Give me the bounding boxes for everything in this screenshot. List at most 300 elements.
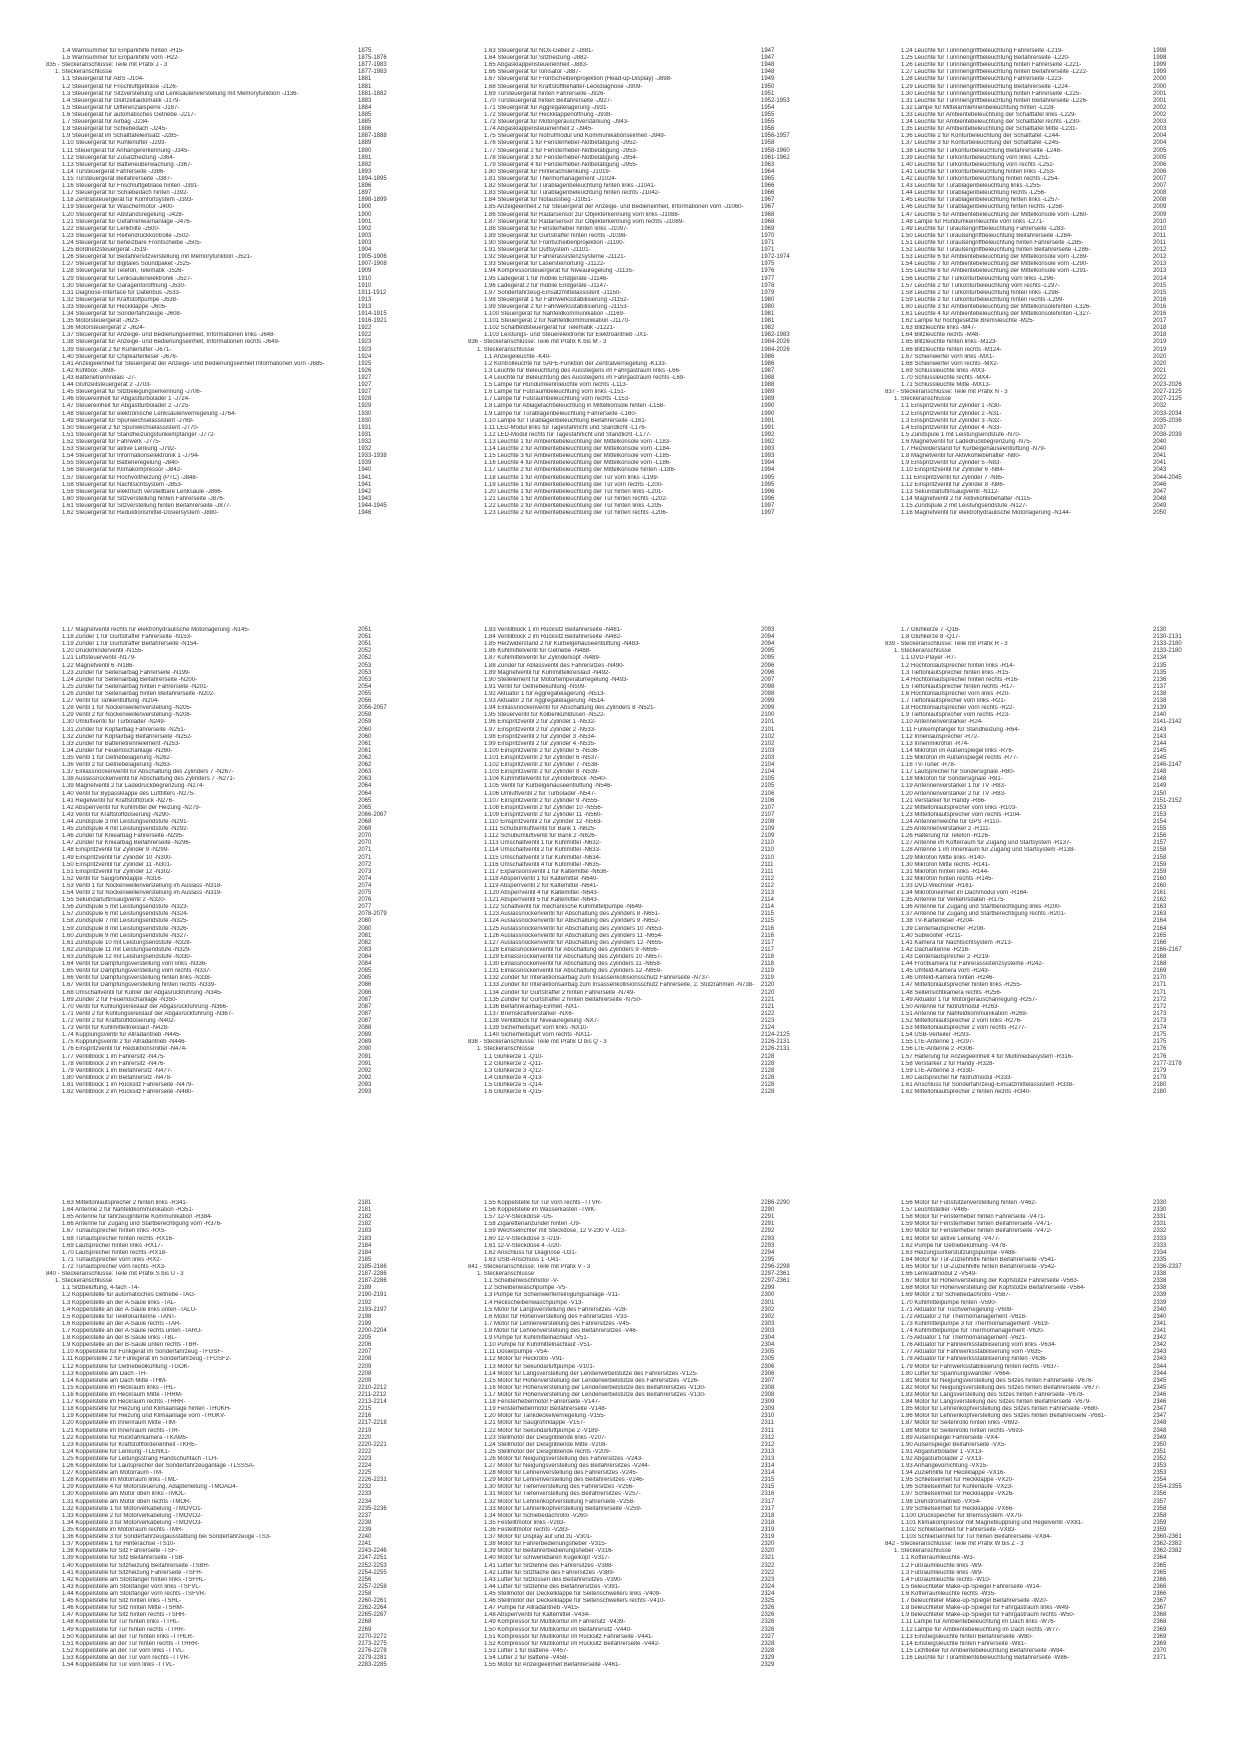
index-entry-row xyxy=(46,648,456,655)
entry-page-range: 2319 xyxy=(761,1527,775,1534)
entry-page-range: 2056-2057 xyxy=(358,705,387,712)
entry-page-range: 2153 xyxy=(1153,811,1167,818)
entry-title: 1.5 Motor für Längsverstellung des Fahrersitzes -V28- xyxy=(484,1306,628,1313)
entry-page-range: 2040 xyxy=(1153,446,1167,453)
index-entry-row xyxy=(885,1046,1205,1053)
entry-title: 1.49 Steuergerät für Spurwechselassistent -J769- xyxy=(62,417,194,424)
index-entry-row xyxy=(885,1292,1205,1299)
entry-title: 1.67 Scheinwerfer vorn links -MX1- xyxy=(901,353,995,360)
entry-title: 1.101 Einspritzventil 2 für Zylinder 6 -N537- xyxy=(484,754,600,761)
entry-page-range: 2111 xyxy=(761,868,774,875)
entry-page-range: 2187-2286 xyxy=(358,1278,387,1285)
entry-title: 1.6 Kofferraumleuchte rechts -W35- xyxy=(901,1591,996,1598)
entry-page-range: 2114 xyxy=(761,897,774,904)
index-entry-row xyxy=(46,475,456,482)
entry-title: 1.48 Lampe für Rundumkennleuchte vorn links -L271- xyxy=(901,218,1045,225)
entry-title: 1.30 Motor für Tiefenverstellung des Fahrersitzes -V256- xyxy=(484,1484,635,1491)
index-entry-row xyxy=(468,1591,878,1598)
entry-title: 1.53 Leuchte 6 für Ambientebeleuchtung der Mittelkonsole vorn -L289- xyxy=(901,254,1089,261)
index-entry-row xyxy=(468,791,878,798)
entry-title: 1.95 Ladegerät 1 für mobile Endgeräte -J1146- xyxy=(484,275,609,282)
entry-title: 1.39 Koppelstelle für Sitz Beifahrerseite -TSB- xyxy=(62,1555,185,1562)
entry-page-range: 2027-2125 xyxy=(1153,396,1182,403)
index-entry-row xyxy=(46,997,456,1004)
entry-page-range: 2172 xyxy=(1153,996,1167,1003)
entry-page-range: 2301 xyxy=(761,1299,775,1306)
index-entry-row xyxy=(468,112,878,119)
entry-page-range: 2237 xyxy=(358,1512,372,1519)
entry-page-range: 2056 xyxy=(358,698,372,705)
index-entry-row xyxy=(46,847,456,854)
index-entry-row xyxy=(46,325,456,332)
entry-page-range: 1990 xyxy=(761,410,775,417)
entry-title: 1.42 Absperrventil für Kühlmittel der Heizung -N279- xyxy=(62,804,201,811)
entry-page-range: 2104 xyxy=(761,762,775,769)
entry-title: 1.45 Stellmotor der Deckelklappe für Seitenschwellers links -V409- xyxy=(484,1591,662,1598)
index-entry-row xyxy=(46,1577,456,1584)
index-entry-row xyxy=(46,1420,456,1427)
index-entry-row xyxy=(468,911,878,918)
entry-title: 1.44 Koppelstelle am Stoßfänger vorn rechts -TSFVR- xyxy=(62,1591,207,1598)
entry-title: 1.70 Lautsprecher hinten rechts -RX18- xyxy=(62,1249,168,1256)
entry-title: 1.61 Zündspule 10 mit Leistungsendstufe -N328- xyxy=(62,939,192,946)
entry-title: 1.139 Sicherheitsgurt vorn links -NX10- xyxy=(484,1025,589,1032)
index-entry-row xyxy=(468,926,878,933)
entry-title: 1.34 Zünder für Feuerlöschanlage -N260- xyxy=(62,747,173,754)
index-entry-row xyxy=(468,396,878,403)
entry-page-range: 2066-2067 xyxy=(358,811,387,818)
entry-title: 1.91 Abgasturbolader 1 -VX13- xyxy=(901,1448,984,1455)
entry-title: 1.9 Steuergerät im Schalttafeleinsatz -J285- xyxy=(62,133,179,140)
entry-page-range: 2175 xyxy=(1153,1039,1167,1046)
entry-page-range: 2369 xyxy=(1153,1633,1167,1640)
entry-title: 1.25 Koppelstelle für Leitungsstrang Handschuhfach -TLH- xyxy=(62,1455,219,1462)
index-entry-row xyxy=(468,1420,878,1427)
entry-title: 1.2 Scheibenwaschpumpe -V5- xyxy=(484,1285,568,1292)
entry-page-range: 2333 xyxy=(1153,1242,1167,1249)
index-entry-row xyxy=(468,776,878,783)
entry-page-range: 2262-2264 xyxy=(358,1605,387,1612)
entry-title: 1.3 Leuchte für Beleuchtung des Aussteigens im Fahrgastraum links -L66- xyxy=(484,367,681,374)
entry-title: 1.13 Innenmikrofon -R74- xyxy=(901,740,970,747)
entry-page-range: 2268 xyxy=(358,1619,372,1626)
index-entry-row xyxy=(885,1563,1205,1570)
entry-title: 1.4 Koppelstelle an der A-Säule links unten -TALU- xyxy=(62,1306,197,1313)
index-entry-row xyxy=(468,140,878,147)
index-entry-row xyxy=(468,1314,878,1321)
entry-title: 1.76 Aktuator für Fahrwerksstabilisierung vorn links -V634- xyxy=(901,1342,1057,1349)
entry-title: 1.5 Lampe für Rundumkennleuchte vorn rechts -L113- xyxy=(484,382,628,389)
entry-page-range: 2343 xyxy=(1153,1349,1167,1356)
entry-page-range: 1982-1983 xyxy=(761,332,790,339)
index-entry-row xyxy=(46,226,456,233)
index-entry-row xyxy=(885,904,1205,911)
entry-page-range: 2062 xyxy=(358,754,372,761)
entry-page-range: 2082 xyxy=(358,939,372,946)
entry-page-range: 2209 xyxy=(358,1363,372,1370)
index-entry-row xyxy=(885,769,1205,776)
entry-page-range: 2345 xyxy=(1153,1377,1167,1384)
index-entry-row xyxy=(468,1491,878,1498)
entry-title: 1.18 Mikrofon für Sondersignale -R81- xyxy=(901,776,1003,783)
index-entry-row xyxy=(468,204,878,211)
entry-page-range: 2200-2204 xyxy=(358,1327,387,1334)
entry-title: 1.26 Zünder für Seitenairbag hinten Beifahrerseite -N202- xyxy=(62,690,216,697)
entry-title: 1.40 Motor für schwenkbaren Kugelkopf -V317- xyxy=(484,1555,610,1562)
entry-page-range: 2137 xyxy=(1153,683,1167,690)
index-entry-row xyxy=(885,1392,1205,1399)
entry-page-range: 2305 xyxy=(761,1349,775,1356)
entry-title: 1.95 Steuerventil für Kolbenkühldüsen -N522- xyxy=(484,712,606,719)
entry-page-range: 2138 xyxy=(1153,698,1167,705)
entry-title: 1.37 Koppelstelle 1 für Hinterachse -TS10- xyxy=(62,1541,176,1548)
entry-title: 1.40 Subwoofer -R211- xyxy=(901,932,963,939)
index-entry-row xyxy=(885,1300,1205,1307)
entry-page-range: 2192 xyxy=(358,1299,372,1306)
entry-title: 1.59 Steuergerät für elektrisch verstellbare Lenksäule -J866- xyxy=(62,488,223,495)
index-entry-row xyxy=(468,1648,878,1655)
entry-page-range: 1884 xyxy=(358,104,372,111)
index-entry-row xyxy=(468,432,878,439)
index-entry-row xyxy=(46,1314,456,1321)
entry-title: 1.45 Koppelstelle für Sitz hinten links -TSHL- xyxy=(62,1598,182,1605)
entry-page-range: 2314 xyxy=(761,1470,775,1477)
entry-title: 1.45 Leuchte für Türablagenbeleuchtung hinten links -L257- xyxy=(901,197,1060,204)
entry-page-range: 2046 xyxy=(1153,481,1167,488)
entry-title: 1.8 beleuchteter Make-up-Spiegel für Fahrgastraum links -W49- xyxy=(901,1605,1071,1612)
entry-page-range: 2366 xyxy=(1153,1591,1167,1598)
index-entry-row xyxy=(885,1428,1205,1435)
entry-page-range: 2318 xyxy=(761,1512,775,1519)
entry-page-range: 2232 xyxy=(358,1484,372,1491)
entry-page-range: 2120 xyxy=(761,982,775,989)
entry-title: 1.71 Steuergerät für Aggregatelagerung -J931- xyxy=(484,104,609,111)
entry-page-range: 2302 xyxy=(761,1306,775,1313)
entry-page-range: 2060 xyxy=(358,726,372,733)
index-entry-row xyxy=(46,1399,456,1406)
entry-page-range: 2311 xyxy=(761,1427,774,1434)
index-entry-row xyxy=(46,1356,456,1363)
entry-title: 1.21 Motor für Saugrohrklappe -V157- xyxy=(484,1420,586,1427)
index-entry-row xyxy=(46,76,456,83)
entry-title: 1.58 Leuchte 2 für Türkonturbeleuchtung hinten links -L298- xyxy=(901,289,1060,296)
entry-title: 1.95 Schließeinheit für Heckklappe -VX20- xyxy=(901,1477,1015,1484)
entry-title: 1.17 Magnetventil rechts für elektrohydraulische Motorlagerung -N145- xyxy=(62,627,250,633)
index-entry-row xyxy=(885,1075,1205,1082)
entry-page-range: 2365 xyxy=(1153,1562,1167,1569)
entry-title: 1.63 USB-Anschluss 1 -U41- xyxy=(484,1256,561,1263)
index-entry-row xyxy=(468,705,878,712)
index-entry-row xyxy=(468,769,878,776)
entry-title: 1.16 Koppelstelle im Heckraum Mitte -THRM- xyxy=(62,1391,183,1398)
index-entry-row xyxy=(885,361,1205,368)
index-entry-row xyxy=(46,418,456,425)
index-entry-row xyxy=(885,1257,1205,1264)
index-entry-row xyxy=(468,1207,878,1214)
index-entry-row xyxy=(46,1634,456,1641)
entry-page-range: 2040 xyxy=(1153,439,1167,446)
entry-title: 1.37 Motor für Display auf und zu -V301- xyxy=(484,1534,593,1541)
entry-title: 1.60 12-V-Steckdose 3 -U19- xyxy=(484,1235,562,1242)
entry-page-range: 2276-2278 xyxy=(358,1647,387,1654)
subsection-heading-row xyxy=(46,69,456,76)
entry-title: 1.17 Lautsprecher für Sondersignale -R80- xyxy=(901,769,1015,776)
entry-page-range: 1980 xyxy=(761,296,775,303)
entry-title: 1.44 Lüfter für Sitzlehne des Beifahrersitzes -V391- xyxy=(484,1583,621,1590)
entry-page-range: 2293 xyxy=(761,1242,775,1249)
entry-page-range: 2073 xyxy=(358,868,372,875)
entry-page-range: 2126-2131 xyxy=(761,1039,790,1046)
index-entry-row xyxy=(885,133,1205,140)
entry-page-range: 2119 xyxy=(761,968,774,975)
entry-page-range: 1931 xyxy=(358,431,372,438)
index-entry-row xyxy=(468,954,878,961)
index-entry-row xyxy=(468,1228,878,1235)
entry-title: 1.138 Ventilblock für Niveauregelung -NX7- xyxy=(484,1018,600,1025)
index-entry-row xyxy=(46,869,456,876)
entry-title: 1.81 Motor für Neigungsverstellung des Sitzes hinten Fahrerseite -V676- xyxy=(901,1377,1094,1384)
entry-page-range: 1992 xyxy=(761,431,775,438)
entry-page-range: 2143 xyxy=(1153,733,1167,740)
entry-page-range: 2292 xyxy=(761,1228,775,1235)
entry-title: 1.14 Magnetventil 2 für Aktivkohlebehälter -N115- xyxy=(901,495,1032,502)
entry-title: 1.52 Leuchte für Türaußengriffbeleuchtung hinten Beifahrerseite -L286- xyxy=(901,247,1091,254)
entry-page-range: 2215 xyxy=(358,1406,372,1413)
entry-title: 1.1 Scheibenwischmotor -V- xyxy=(484,1278,559,1285)
entry-title: 1.21 Koppelstelle im Innenraum rechts -TIR- xyxy=(62,1427,180,1434)
index-entry-row xyxy=(885,1442,1205,1449)
index-entry-row xyxy=(468,503,878,510)
entry-title: 1.36 Ventil 2 für Getriebelagerung -N263- xyxy=(62,762,172,769)
index-entry-row xyxy=(885,940,1205,947)
index-entry-row xyxy=(46,1200,456,1207)
entry-title: 1.4 Hochtonlautsprecher hinten rechts -R16- xyxy=(901,676,1020,683)
index-entry-row xyxy=(468,91,878,98)
entry-title: 1.83 Ventilblock 1 im Rücksitz Beifahrerseite -N481- xyxy=(484,627,623,633)
entry-page-range: 2369 xyxy=(1153,1640,1167,1647)
entry-page-range: 2319 xyxy=(761,1534,775,1541)
entry-page-range: 1904 xyxy=(358,247,372,254)
entry-page-range: 2309 xyxy=(761,1399,775,1406)
entry-page-range: 2239 xyxy=(358,1527,372,1534)
index-entry-row xyxy=(885,1470,1205,1477)
entry-title: 1.57 Leuchtstellier -V465- xyxy=(901,1207,970,1214)
section-heading-row xyxy=(46,62,456,69)
entry-title: 1.14 Türsteuergerät Fahrerseite -J386- xyxy=(62,168,166,175)
entry-page-range: 1992 xyxy=(761,439,775,446)
entry-page-range: 1988 xyxy=(761,382,775,389)
entry-page-range: 1885 xyxy=(358,111,372,118)
index-entry-row xyxy=(468,691,878,698)
entry-page-range: 2005 xyxy=(1153,147,1167,154)
index-entry-row xyxy=(46,55,456,62)
entry-title: 1.27 Antenne im Kofferraum für Zugang und Startsystem -R137- xyxy=(901,840,1072,847)
entry-title: 1.28 Ventil 1 für Nockenwellenverstellung -N205- xyxy=(62,705,192,712)
index-entry-row xyxy=(46,1292,456,1299)
index-entry-row xyxy=(885,1321,1205,1328)
index-entry-row xyxy=(885,347,1205,354)
entry-page-range: 2166 xyxy=(1153,939,1167,946)
index-entry-row xyxy=(46,762,456,769)
index-entry-row xyxy=(468,197,878,204)
index-entry-row xyxy=(468,1584,878,1591)
index-entry-row xyxy=(885,1364,1205,1371)
index-entry-row xyxy=(468,1004,878,1011)
entry-title: 1.14 Leuchte 2 für Ambientebeleuchtung der Mittelkonsole vorn -L184- xyxy=(484,446,672,453)
index-entry-row xyxy=(46,1527,456,1534)
entry-page-range: 2007 xyxy=(1153,175,1167,182)
entry-page-range: 2059 xyxy=(358,719,372,726)
entry-page-range: 2358 xyxy=(1153,1505,1167,1512)
entry-page-range: 2103 xyxy=(761,747,775,754)
index-entry-row xyxy=(46,655,456,662)
index-entry-row xyxy=(468,1456,878,1463)
entry-page-range: 2008 xyxy=(1153,190,1167,197)
entry-title: 1.65 Ventil für Dämpfungsverstellung vorn rechts -N337- xyxy=(62,968,212,975)
entry-page-range: 2105 xyxy=(761,783,775,790)
entry-page-range: 2075 xyxy=(358,890,372,897)
entry-title: 1.39 Steuergerät 2 für Kühlerlüfter -J671- xyxy=(62,346,172,353)
index-entry-row xyxy=(885,69,1205,76)
entry-page-range: 2222 xyxy=(358,1448,372,1455)
entry-page-range: 2019 xyxy=(1153,339,1167,346)
entry-page-range: 2170 xyxy=(1153,975,1167,982)
entry-title: 1.41 Lüfter für Sitzlehne des Fahrersitzes -V388- xyxy=(484,1562,614,1569)
entry-title: 1.27 Ventil für Tankentlüftung -N204- xyxy=(62,698,160,705)
entry-page-range: 1946 xyxy=(358,510,372,517)
entry-page-range: 2252-2253 xyxy=(358,1562,387,1569)
index-entry-row xyxy=(885,1307,1205,1314)
entry-title: 1.63 Heizungsunterstützungspumpe -V488- xyxy=(901,1249,1017,1256)
entry-page-range: 2338 xyxy=(1153,1285,1167,1292)
entry-title: 1. Steckeranschlüsse xyxy=(894,1548,952,1555)
entry-page-range: 1930 xyxy=(358,410,372,417)
entry-title: 1.12 Einspritzventil für Zylinder 8 -N86- xyxy=(901,481,1005,488)
entry-title: 1.60 Steuergerät für Sitzverstellung hinten Fahrerseite -J876- xyxy=(62,495,225,502)
index-entry-row xyxy=(46,332,456,339)
entry-title: 1.12 Lampe für Ambientebeleuchtung im Dach rechts -W77- xyxy=(901,1626,1061,1633)
entry-page-range: 1977 xyxy=(761,275,775,282)
entry-title: 1.29 Motor für Lehnenverstellung des Beifahrersitzes -V246- xyxy=(484,1477,645,1484)
entry-page-range: 2047 xyxy=(1153,488,1167,495)
index-entry-row xyxy=(885,997,1205,1004)
index-entry-row xyxy=(885,204,1205,211)
entry-page-range: 1905-1906 xyxy=(358,254,387,261)
entry-page-range: 2111 xyxy=(761,861,774,868)
index-entry-row xyxy=(468,162,878,169)
entry-page-range: 2071 xyxy=(358,854,372,861)
index-entry-row xyxy=(885,1598,1205,1605)
entry-title: 1.14 Mikrofon im Außenspiegel links -R76- xyxy=(901,747,1014,754)
entry-page-range: 1967 xyxy=(761,197,775,204)
entry-title: 1.33 DVD-Wechsler -R161- xyxy=(901,882,974,889)
entry-page-range: 2149 xyxy=(1153,783,1167,790)
entry-page-range: 2094 xyxy=(761,634,775,641)
index-entry-row xyxy=(46,98,456,105)
entry-page-range: 1955 xyxy=(761,111,775,118)
entry-title: 1.68 Türlautsprecher hinten rechts -RX16- xyxy=(62,1235,174,1242)
entry-title: 1.38 Leuchte für Türkonturbeleuchtung Beifahrerseite -L248- xyxy=(901,147,1062,154)
entry-page-range: 2096 xyxy=(761,662,775,669)
entry-page-range: 1881 xyxy=(358,83,372,90)
index-entry-row xyxy=(885,1328,1205,1335)
entry-title: 1.1 Glühkerze 1 -Q10- xyxy=(484,1053,544,1060)
entry-page-range: 2150 xyxy=(1153,790,1167,797)
index-entry-row xyxy=(885,655,1205,662)
entry-page-range: 2181 xyxy=(358,1207,372,1214)
entry-page-range: 1980 xyxy=(761,303,775,310)
index-entry-row xyxy=(885,1250,1205,1257)
entry-page-range: 2304 xyxy=(761,1335,775,1342)
entry-page-range: 2091 xyxy=(358,1053,372,1060)
entry-page-range: 1941 xyxy=(358,474,372,481)
entry-title: 1.122 Schaltventil für mechanische Kühlmittelpumpe -N649- xyxy=(484,904,644,911)
entry-page-range: 2063 xyxy=(358,769,372,776)
entry-page-range: 2364 xyxy=(1153,1555,1167,1562)
entry-page-range: 2320 xyxy=(761,1548,775,1555)
entry-title: 1.31 Koppelstelle am Motor oben rechts -TMOR- xyxy=(62,1498,192,1505)
entry-page-range: 2306 xyxy=(761,1363,775,1370)
entry-page-range: 2313 xyxy=(761,1455,775,1462)
entry-page-range: 2101 xyxy=(761,719,775,726)
entry-title: 1.11 Einspritzventil für Zylinder 7 -N85- xyxy=(901,474,1005,481)
entry-title: 1.79 Motor für Fahrwerksstabilisierung hinten rechts -V637- xyxy=(901,1363,1059,1370)
entry-title: 1.62 Anschluss für Diagnose -U31- xyxy=(484,1249,577,1256)
entry-title: 1.2 Fußraumleuchte links -W9- xyxy=(901,1562,984,1569)
entry-page-range: 2326 xyxy=(761,1619,775,1626)
entry-title: 1.68 Steuergerät für Kraftstoffbehälter-Leckdiagnose -J909- xyxy=(484,83,643,90)
entry-title: 1.27 Steuergerät für digitales Soundpaket -J525- xyxy=(62,261,192,268)
index-entry-row xyxy=(46,1257,456,1264)
entry-title: 1. Steckeranschlüsse xyxy=(477,1271,535,1278)
entry-title: 1.75 Kupplungsventil 2 für Allradantrieb -N446- xyxy=(62,1039,187,1046)
entry-title: 1.28 Steuergerät für Telefon, Telematik -J526- xyxy=(62,268,184,275)
entry-title: 1.99 Einspritzventil 2 für Zylinder 4 -N535- xyxy=(484,740,597,747)
entry-page-range: 2184 xyxy=(358,1249,372,1256)
entry-title: 1.48 Seitensichtkamera rechts -R256- xyxy=(901,989,1002,996)
entry-title: 1.85 Anzeigeeinheit 2 für Steuergerät der Anzeige- und Bedieneinheit, Informationen vorn -J1060- xyxy=(484,204,744,211)
index-entry-row xyxy=(46,918,456,925)
entry-title: 1.96 Ladegerät 2 für mobile Endgeräte -J1147- xyxy=(484,282,609,289)
index-entry-row xyxy=(46,247,456,254)
index-entry-row xyxy=(468,1342,878,1349)
entry-title: 1.34 Steuergerät für Sonderfahrzeuge -J608- xyxy=(62,311,182,318)
entry-title: 1.56 Koppelstelle im Wasserkasten -TWK- xyxy=(484,1207,597,1214)
entry-page-range: 1990 xyxy=(761,403,775,410)
entry-page-range: 2233 xyxy=(358,1491,372,1498)
entry-title: 1.34 Koppelstelle 3 für Motorverkabelung -TMOVO3- xyxy=(62,1519,203,1526)
entry-page-range: 2014 xyxy=(1153,275,1167,282)
entry-title: 1.75 Aktuator 1 für Thermomanagement -V621- xyxy=(901,1335,1027,1342)
index-entry-row xyxy=(885,197,1205,204)
index-entry-row xyxy=(46,1228,456,1235)
index-entry-row xyxy=(46,1321,456,1328)
entry-page-range: 2128 xyxy=(761,1074,775,1081)
index-entry-row xyxy=(46,1250,456,1257)
entry-page-range: 1952-1953 xyxy=(761,97,790,104)
entry-page-range: 2295 xyxy=(761,1256,775,1263)
entry-title: 1.59 Motor für Fensterheber hinten Beifahrerseite -V471- xyxy=(901,1221,1053,1228)
index-entry-row xyxy=(885,1228,1205,1235)
entry-page-range: 2180 xyxy=(1153,1082,1167,1088)
entry-page-range: 2318 xyxy=(761,1519,775,1526)
entry-title: 1.6 Koppelstelle an der A-Säule rechts -TAR- xyxy=(62,1320,182,1327)
index-entry-row xyxy=(46,840,456,847)
index-entry-row xyxy=(46,1075,456,1082)
index-entry-row xyxy=(468,712,878,719)
index-entry-row xyxy=(46,283,456,290)
entry-page-range: 2050 xyxy=(1153,510,1167,517)
